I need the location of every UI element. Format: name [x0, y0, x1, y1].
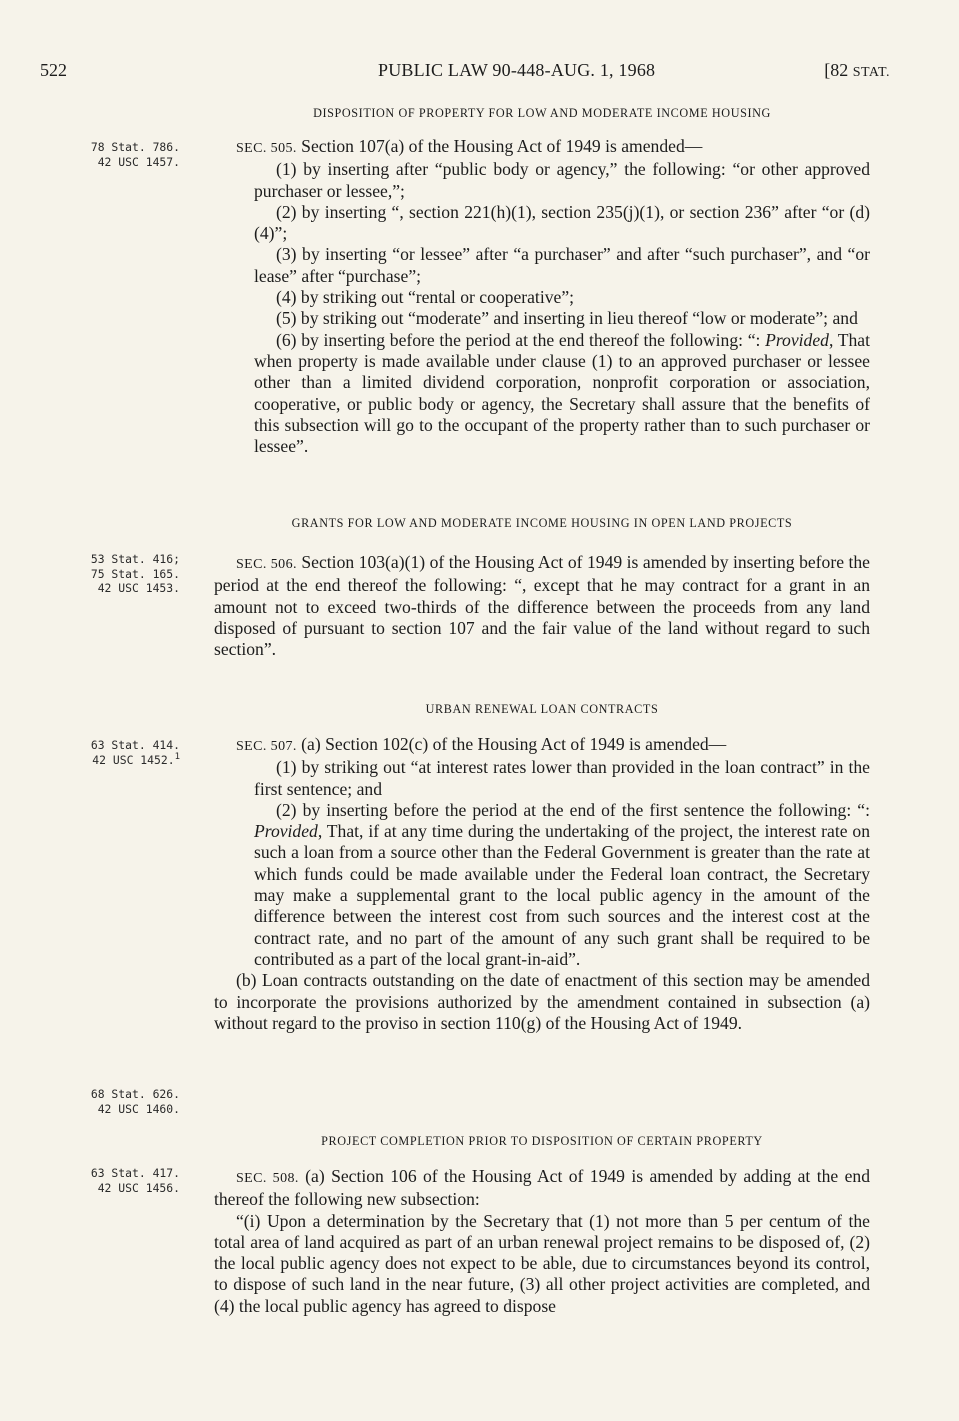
- statute-volume: [824, 60, 890, 81]
- sec-508-subsection-i: “(i) Upon a determination by the Secretary that (1) not more than 5 per centum of the total area of land acquired as part of an urban renewal project remains to be disposed of, (2) the local public agency does not expect to be able, due to circumstances beyond its control, to dispose of such land in the near future, (3) all other project activities are completed, and (4) the local public agency has agreed to dispose: [214, 1210, 870, 1316]
- margin-note-sec-507b: [62, 1087, 180, 1116]
- sec-505-intro: [214, 136, 870, 159]
- sec-505-clause-4: (4) by striking out “rental or cooperative”;: [276, 287, 575, 308]
- sec-505-intro-text: Section 107(a) of the Housing Act of 1949 is amended—: [296, 136, 703, 156]
- sec-506-text: [214, 552, 870, 660]
- proviso-term: Provided: [254, 821, 318, 842]
- margin-note-line: 42 USC 1453.: [97, 581, 180, 595]
- sec-507-clause-2: [254, 800, 870, 970]
- page-number: 522: [40, 60, 67, 80]
- section-507: [214, 734, 870, 1034]
- margin-note-sec-507: [62, 738, 180, 767]
- sec-505-clause-1: (1) by inserting after “public body or agency,” the following: “or other approved purchaser or lessee,”;: [254, 159, 870, 201]
- sec-507-clause-1: (1) by striking out “at interest rates lower than provided in the loan contract” in the first sentence; and: [254, 757, 870, 799]
- sec-505-clause-6: [254, 330, 870, 458]
- section-label: SEC. 505.: [236, 141, 297, 156]
- margin-note-line: 53 Stat. 416;: [90, 552, 180, 566]
- clause-text: (6) by inserting before the period at the end thereof the following: “:: [276, 329, 766, 350]
- margin-note-line: 68 Stat. 626.: [90, 1087, 180, 1101]
- margin-note-line: [62, 753, 180, 768]
- law-title: PUBLIC LAW 90-448-AUG. 1, 1968: [378, 60, 656, 80]
- section-label: SEC. 506.: [236, 557, 297, 572]
- margin-note-line: 63 Stat. 417.: [90, 1166, 180, 1180]
- sec-508-intro: [214, 1166, 870, 1211]
- section-label: SEC. 507.: [236, 739, 297, 754]
- proviso-term: Provided: [765, 329, 829, 350]
- running-head: [40, 60, 890, 84]
- statute-volume-number: [82: [824, 60, 853, 80]
- statute-volume-label: STAT.: [852, 65, 890, 80]
- clause-text: , That when property is made available under clause (1) to an approved purchaser or lessee other than a limited dividend corporation, nonprofit corporation or association, cooperative, or public body or agency, the Secretary shall assure that the benefits of this subsection will go to the occupant of the property rather than to such purchaser or lessee”.: [254, 329, 870, 457]
- heading-disposition-of-property: DISPOSITION OF PROPERTY FOR LOW AND MODERATE INCOME HOUSING: [313, 106, 771, 120]
- margin-note-line: 42 USC 1457.: [97, 154, 180, 169]
- sec-507-subsection-b: (b) Loan contracts outstanding on the date of enactment of this section may be amended to incorporate the provisions authorized by the amendment contained in subsection (a) without regard to the proviso in section 110(g) of the Housing Act of 1949.: [214, 970, 870, 1033]
- heading-urban-renewal-loan: URBAN RENEWAL LOAN CONTRACTS: [425, 702, 659, 716]
- margin-note-line: 63 Stat. 414.: [90, 738, 180, 752]
- section-508: [214, 1166, 870, 1317]
- section-label: SEC. 508.: [236, 1171, 299, 1186]
- margin-note-line: 42 USC 1456.: [97, 1180, 180, 1195]
- heading-grants-open-land: GRANTS FOR LOW AND MODERATE INCOME HOUSING IN OPEN LAND PROJECTS: [291, 516, 793, 530]
- sec-507-intro: [214, 734, 870, 757]
- margin-note-sec-505: [62, 140, 180, 169]
- margin-note-text: 42 USC 1452.: [92, 752, 175, 767]
- sec-508-intro-text: (a) Section 106 of the Housing Act of 1949 is amended by adding at the end thereof the following new subsection:: [214, 1166, 870, 1210]
- section-505: [214, 136, 870, 457]
- section-506: [214, 552, 870, 660]
- clause-text: , That, if at any time during the undertaking of the project, the interest rate on such a loan from a source other than the Federal Government is greater than the rate at which funds could be made available under the Federal loan contract, the Secretary may make a supplemental grant to the local public agency in the amount of the difference between the interest cost from such sources and the interest cost at the contract rate, and no part of the amount of any such grant shall be required to be contributed as a part of the local grant-in-aid”.: [254, 821, 870, 969]
- margin-note-sec-506: [62, 552, 180, 596]
- sec-507-intro-text: (a) Section 102(c) of the Housing Act of 1949 is amended—: [296, 734, 727, 754]
- footnote-marker: 1: [174, 751, 180, 762]
- margin-note-line: 78 Stat. 786.: [90, 140, 180, 154]
- sec-505-clause-2: (2) by inserting “, section 221(h)(1), section 235(j)(1), or section 236” after “or (d)(4)”;: [254, 201, 870, 244]
- sec-505-clause-3: (3) by inserting “or lessee” after “a purchaser” and after “such purchaser”, and “or lease” after “purchase”;: [254, 244, 870, 286]
- margin-note-sec-508: [62, 1166, 180, 1195]
- sec-506-body: Section 103(a)(1) of the Housing Act of 1949 is amended by inserting before the period at the end thereof the following: “, except that he may contract for a grant in an amount not to exceed two-thirds of the difference between the proceeds from any land disposed of pursuant to section 107 and the fair value of the land without regard to such section”.: [214, 552, 870, 660]
- heading-project-completion: PROJECT COMPLETION PRIOR TO DISPOSITION OF CERTAIN PROPERTY: [321, 1134, 763, 1148]
- clause-text: (2) by inserting before the period at the end of the first sentence the following: “:: [276, 799, 870, 820]
- margin-note-line: 42 USC 1460.: [97, 1101, 180, 1116]
- sec-505-clause-5: (5) by striking out “moderate” and inserting in lieu thereof “low or moderate”; and: [276, 308, 858, 329]
- margin-note-line: 75 Stat. 165.: [90, 566, 180, 581]
